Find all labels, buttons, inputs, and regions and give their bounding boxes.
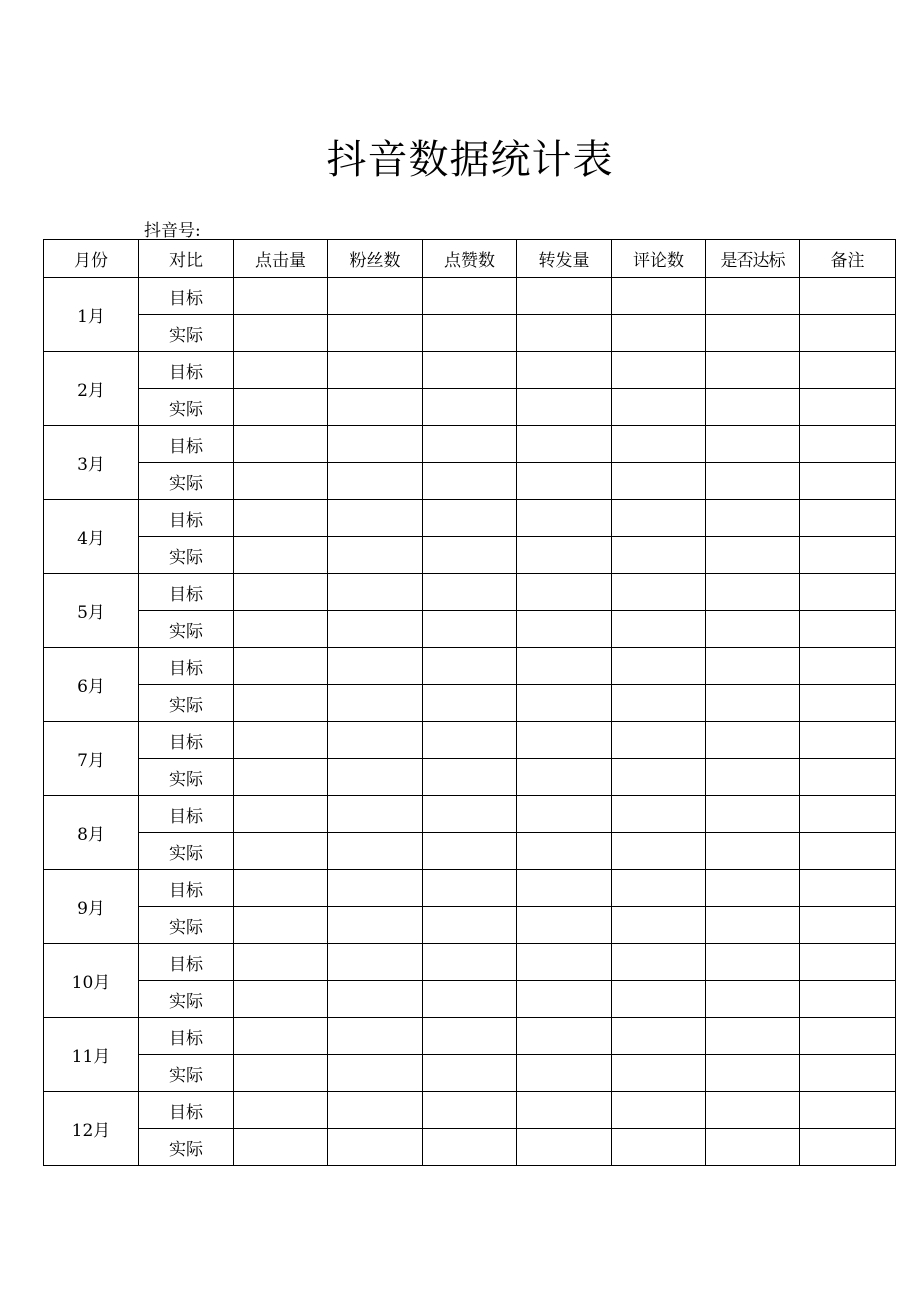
target-label: 目标 bbox=[139, 426, 234, 463]
likes-cell[interactable] bbox=[423, 1129, 517, 1166]
month-cell: 12月 bbox=[44, 1092, 139, 1166]
header-month: 月份 bbox=[44, 240, 139, 278]
fans-cell[interactable] bbox=[328, 833, 423, 870]
likes-cell[interactable] bbox=[423, 1092, 517, 1129]
notes-cell[interactable] bbox=[800, 981, 896, 1018]
clicks-cell[interactable] bbox=[234, 1129, 328, 1166]
actual-label: 实际 bbox=[139, 537, 234, 574]
table-row bbox=[44, 463, 896, 500]
actual-label: 实际 bbox=[139, 389, 234, 426]
target-met-cell[interactable] bbox=[706, 648, 800, 685]
table-row bbox=[44, 537, 896, 574]
actual-label: 实际 bbox=[139, 685, 234, 722]
shares-cell[interactable] bbox=[517, 870, 612, 907]
fans-cell[interactable] bbox=[328, 1092, 423, 1129]
likes-cell[interactable] bbox=[423, 426, 517, 463]
table-body bbox=[44, 278, 896, 1166]
likes-cell[interactable] bbox=[423, 722, 517, 759]
fans-cell[interactable] bbox=[328, 1129, 423, 1166]
target-met-cell[interactable] bbox=[706, 611, 800, 648]
target-met-cell[interactable] bbox=[706, 500, 800, 537]
target-met-cell[interactable] bbox=[706, 537, 800, 574]
shares-cell[interactable] bbox=[517, 685, 612, 722]
table-row bbox=[44, 759, 896, 796]
target-met-cell[interactable] bbox=[706, 389, 800, 426]
shares-cell[interactable] bbox=[517, 796, 612, 833]
clicks-cell[interactable] bbox=[234, 352, 328, 389]
shares-cell[interactable] bbox=[517, 1129, 612, 1166]
actual-label: 实际 bbox=[139, 463, 234, 500]
likes-cell[interactable] bbox=[423, 833, 517, 870]
comments-cell[interactable] bbox=[612, 685, 706, 722]
likes-cell[interactable] bbox=[423, 537, 517, 574]
comments-cell[interactable] bbox=[612, 870, 706, 907]
target-label: 目标 bbox=[139, 1018, 234, 1055]
target-met-cell[interactable] bbox=[706, 944, 800, 981]
clicks-cell[interactable] bbox=[234, 1092, 328, 1129]
notes-cell[interactable] bbox=[800, 426, 896, 463]
comments-cell[interactable] bbox=[612, 389, 706, 426]
target-met-cell[interactable] bbox=[706, 870, 800, 907]
month-cell: 7月 bbox=[44, 722, 139, 796]
header-row bbox=[44, 240, 896, 278]
fans-cell[interactable] bbox=[328, 537, 423, 574]
table-row bbox=[44, 389, 896, 426]
fans-cell[interactable] bbox=[328, 352, 423, 389]
shares-cell[interactable] bbox=[517, 389, 612, 426]
likes-cell[interactable] bbox=[423, 907, 517, 944]
fans-cell[interactable] bbox=[328, 944, 423, 981]
month-cell: 9月 bbox=[44, 870, 139, 944]
likes-cell[interactable] bbox=[423, 611, 517, 648]
notes-cell[interactable] bbox=[800, 759, 896, 796]
clicks-cell[interactable] bbox=[234, 278, 328, 315]
likes-cell[interactable] bbox=[423, 648, 517, 685]
table-row bbox=[44, 278, 896, 315]
likes-cell[interactable] bbox=[423, 759, 517, 796]
page-title: 抖音数据统计表 bbox=[326, 137, 614, 183]
target-label: 目标 bbox=[139, 722, 234, 759]
notes-cell[interactable] bbox=[800, 1129, 896, 1166]
likes-cell[interactable] bbox=[423, 574, 517, 611]
clicks-cell[interactable] bbox=[234, 648, 328, 685]
comments-cell[interactable] bbox=[612, 611, 706, 648]
shares-cell[interactable] bbox=[517, 352, 612, 389]
shares-cell[interactable] bbox=[517, 611, 612, 648]
notes-cell[interactable] bbox=[800, 463, 896, 500]
shares-cell[interactable] bbox=[517, 315, 612, 352]
actual-label: 实际 bbox=[139, 759, 234, 796]
month-cell: 3月 bbox=[44, 426, 139, 500]
header-shares: 转发量 bbox=[517, 240, 612, 278]
comments-cell[interactable] bbox=[612, 352, 706, 389]
actual-label: 实际 bbox=[139, 833, 234, 870]
notes-cell[interactable] bbox=[800, 537, 896, 574]
fans-cell[interactable] bbox=[328, 389, 423, 426]
shares-cell[interactable] bbox=[517, 981, 612, 1018]
fans-cell[interactable] bbox=[328, 1055, 423, 1092]
table-row bbox=[44, 315, 896, 352]
notes-cell[interactable] bbox=[800, 315, 896, 352]
notes-cell[interactable] bbox=[800, 907, 896, 944]
table-row bbox=[44, 833, 896, 870]
month-cell: 8月 bbox=[44, 796, 139, 870]
target-label: 目标 bbox=[139, 944, 234, 981]
target-met-cell[interactable] bbox=[706, 907, 800, 944]
clicks-cell[interactable] bbox=[234, 574, 328, 611]
clicks-cell[interactable] bbox=[234, 426, 328, 463]
target-label: 目标 bbox=[139, 870, 234, 907]
target-met-cell[interactable] bbox=[706, 685, 800, 722]
likes-cell[interactable] bbox=[423, 315, 517, 352]
notes-cell[interactable] bbox=[800, 389, 896, 426]
actual-label: 实际 bbox=[139, 611, 234, 648]
likes-cell[interactable] bbox=[423, 278, 517, 315]
comments-cell[interactable] bbox=[612, 1092, 706, 1129]
target-label: 目标 bbox=[139, 574, 234, 611]
comments-cell[interactable] bbox=[612, 722, 706, 759]
notes-cell[interactable] bbox=[800, 574, 896, 611]
target-label: 目标 bbox=[139, 648, 234, 685]
notes-cell[interactable] bbox=[800, 833, 896, 870]
table-row bbox=[44, 907, 896, 944]
target-met-cell[interactable] bbox=[706, 1092, 800, 1129]
month-cell: 2月 bbox=[44, 352, 139, 426]
notes-cell[interactable] bbox=[800, 352, 896, 389]
fans-cell[interactable] bbox=[328, 463, 423, 500]
shares-cell[interactable] bbox=[517, 722, 612, 759]
fans-cell[interactable] bbox=[328, 315, 423, 352]
table-row bbox=[44, 648, 896, 685]
fans-cell[interactable] bbox=[328, 870, 423, 907]
header-comments: 评论数 bbox=[612, 240, 706, 278]
shares-cell[interactable] bbox=[517, 648, 612, 685]
likes-cell[interactable] bbox=[423, 352, 517, 389]
shares-cell[interactable] bbox=[517, 500, 612, 537]
shares-cell[interactable] bbox=[517, 1092, 612, 1129]
comments-cell[interactable] bbox=[612, 648, 706, 685]
table-row bbox=[44, 1018, 896, 1055]
clicks-cell[interactable] bbox=[234, 685, 328, 722]
fans-cell[interactable] bbox=[328, 426, 423, 463]
shares-cell[interactable] bbox=[517, 1055, 612, 1092]
clicks-cell[interactable] bbox=[234, 870, 328, 907]
likes-cell[interactable] bbox=[423, 389, 517, 426]
clicks-cell[interactable] bbox=[234, 722, 328, 759]
comments-cell[interactable] bbox=[612, 500, 706, 537]
fans-cell[interactable] bbox=[328, 278, 423, 315]
comments-cell[interactable] bbox=[612, 426, 706, 463]
notes-cell[interactable] bbox=[800, 278, 896, 315]
comments-cell[interactable] bbox=[612, 796, 706, 833]
likes-cell[interactable] bbox=[423, 685, 517, 722]
actual-label: 实际 bbox=[139, 1129, 234, 1166]
target-met-cell[interactable] bbox=[706, 796, 800, 833]
header-target-met: 是否达标 bbox=[706, 240, 800, 278]
target-label: 目标 bbox=[139, 796, 234, 833]
clicks-cell[interactable] bbox=[234, 463, 328, 500]
table-row bbox=[44, 611, 896, 648]
fans-cell[interactable] bbox=[328, 1018, 423, 1055]
likes-cell[interactable] bbox=[423, 870, 517, 907]
clicks-cell[interactable] bbox=[234, 537, 328, 574]
notes-cell[interactable] bbox=[800, 1018, 896, 1055]
clicks-cell[interactable] bbox=[234, 611, 328, 648]
target-met-cell[interactable] bbox=[706, 722, 800, 759]
likes-cell[interactable] bbox=[423, 1018, 517, 1055]
shares-cell[interactable] bbox=[517, 944, 612, 981]
comments-cell[interactable] bbox=[612, 463, 706, 500]
comments-cell[interactable] bbox=[612, 944, 706, 981]
notes-cell[interactable] bbox=[800, 796, 896, 833]
target-met-cell[interactable] bbox=[706, 463, 800, 500]
notes-cell[interactable] bbox=[800, 722, 896, 759]
notes-cell[interactable] bbox=[800, 648, 896, 685]
target-met-cell[interactable] bbox=[706, 278, 800, 315]
table-row bbox=[44, 1055, 896, 1092]
shares-cell[interactable] bbox=[517, 907, 612, 944]
notes-cell[interactable] bbox=[800, 611, 896, 648]
shares-cell[interactable] bbox=[517, 537, 612, 574]
fans-cell[interactable] bbox=[328, 796, 423, 833]
actual-label: 实际 bbox=[139, 907, 234, 944]
shares-cell[interactable] bbox=[517, 463, 612, 500]
shares-cell[interactable] bbox=[517, 833, 612, 870]
target-label: 目标 bbox=[139, 500, 234, 537]
target-met-cell[interactable] bbox=[706, 574, 800, 611]
table-row bbox=[44, 1129, 896, 1166]
header-fans: 粉丝数 bbox=[328, 240, 423, 278]
table-row bbox=[44, 796, 896, 833]
target-met-cell[interactable] bbox=[706, 759, 800, 796]
target-met-cell[interactable] bbox=[706, 352, 800, 389]
notes-cell[interactable] bbox=[800, 685, 896, 722]
notes-cell[interactable] bbox=[800, 870, 896, 907]
table-row bbox=[44, 981, 896, 1018]
table-row bbox=[44, 1092, 896, 1129]
fans-cell[interactable] bbox=[328, 981, 423, 1018]
clicks-cell[interactable] bbox=[234, 1055, 328, 1092]
clicks-cell[interactable] bbox=[234, 944, 328, 981]
target-label: 目标 bbox=[139, 1092, 234, 1129]
clicks-cell[interactable] bbox=[234, 907, 328, 944]
clicks-cell[interactable] bbox=[234, 500, 328, 537]
notes-cell[interactable] bbox=[800, 1092, 896, 1129]
header-likes: 点赞数 bbox=[423, 240, 517, 278]
clicks-cell[interactable] bbox=[234, 833, 328, 870]
target-met-cell[interactable] bbox=[706, 1055, 800, 1092]
target-met-cell[interactable] bbox=[706, 833, 800, 870]
clicks-cell[interactable] bbox=[234, 1018, 328, 1055]
comments-cell[interactable] bbox=[612, 278, 706, 315]
table-row bbox=[44, 944, 896, 981]
comments-cell[interactable] bbox=[612, 1018, 706, 1055]
table-row bbox=[44, 500, 896, 537]
fans-cell[interactable] bbox=[328, 574, 423, 611]
comments-cell[interactable] bbox=[612, 574, 706, 611]
likes-cell[interactable] bbox=[423, 463, 517, 500]
stats-table bbox=[43, 239, 896, 1166]
fans-cell[interactable] bbox=[328, 500, 423, 537]
month-cell: 5月 bbox=[44, 574, 139, 648]
target-label: 目标 bbox=[139, 278, 234, 315]
likes-cell[interactable] bbox=[423, 500, 517, 537]
fans-cell[interactable] bbox=[328, 759, 423, 796]
header-clicks: 点击量 bbox=[234, 240, 328, 278]
table-row bbox=[44, 574, 896, 611]
target-met-cell[interactable] bbox=[706, 1018, 800, 1055]
likes-cell[interactable] bbox=[423, 1055, 517, 1092]
table-row bbox=[44, 352, 896, 389]
comments-cell[interactable] bbox=[612, 759, 706, 796]
header-notes: 备注 bbox=[800, 240, 896, 278]
actual-label: 实际 bbox=[139, 1055, 234, 1092]
comments-cell[interactable] bbox=[612, 1129, 706, 1166]
likes-cell[interactable] bbox=[423, 944, 517, 981]
table-row bbox=[44, 426, 896, 463]
header-compare: 对比 bbox=[139, 240, 234, 278]
shares-cell[interactable] bbox=[517, 759, 612, 796]
comments-cell[interactable] bbox=[612, 537, 706, 574]
target-met-cell[interactable] bbox=[706, 981, 800, 1018]
notes-cell[interactable] bbox=[800, 500, 896, 537]
likes-cell[interactable] bbox=[423, 981, 517, 1018]
comments-cell[interactable] bbox=[612, 907, 706, 944]
actual-label: 实际 bbox=[139, 981, 234, 1018]
shares-cell[interactable] bbox=[517, 426, 612, 463]
comments-cell[interactable] bbox=[612, 833, 706, 870]
fans-cell[interactable] bbox=[328, 907, 423, 944]
table-row bbox=[44, 685, 896, 722]
likes-cell[interactable] bbox=[423, 796, 517, 833]
clicks-cell[interactable] bbox=[234, 981, 328, 1018]
clicks-cell[interactable] bbox=[234, 389, 328, 426]
fans-cell[interactable] bbox=[328, 611, 423, 648]
comments-cell[interactable] bbox=[612, 315, 706, 352]
table-row bbox=[44, 722, 896, 759]
target-met-cell[interactable] bbox=[706, 426, 800, 463]
shares-cell[interactable] bbox=[517, 574, 612, 611]
target-met-cell[interactable] bbox=[706, 315, 800, 352]
clicks-cell[interactable] bbox=[234, 796, 328, 833]
month-cell: 10月 bbox=[44, 944, 139, 1018]
clicks-cell[interactable] bbox=[234, 759, 328, 796]
month-cell: 4月 bbox=[44, 500, 139, 574]
fans-cell[interactable] bbox=[328, 685, 423, 722]
account-label: 抖音号: bbox=[144, 221, 201, 241]
shares-cell[interactable] bbox=[517, 278, 612, 315]
comments-cell[interactable] bbox=[612, 1055, 706, 1092]
target-met-cell[interactable] bbox=[706, 1129, 800, 1166]
fans-cell[interactable] bbox=[328, 648, 423, 685]
month-cell: 6月 bbox=[44, 648, 139, 722]
shares-cell[interactable] bbox=[517, 1018, 612, 1055]
table-row bbox=[44, 870, 896, 907]
actual-label: 实际 bbox=[139, 315, 234, 352]
comments-cell[interactable] bbox=[612, 981, 706, 1018]
fans-cell[interactable] bbox=[328, 722, 423, 759]
notes-cell[interactable] bbox=[800, 944, 896, 981]
target-label: 目标 bbox=[139, 352, 234, 389]
month-cell: 11月 bbox=[44, 1018, 139, 1092]
notes-cell[interactable] bbox=[800, 1055, 896, 1092]
month-cell: 1月 bbox=[44, 278, 139, 352]
clicks-cell[interactable] bbox=[234, 315, 328, 352]
